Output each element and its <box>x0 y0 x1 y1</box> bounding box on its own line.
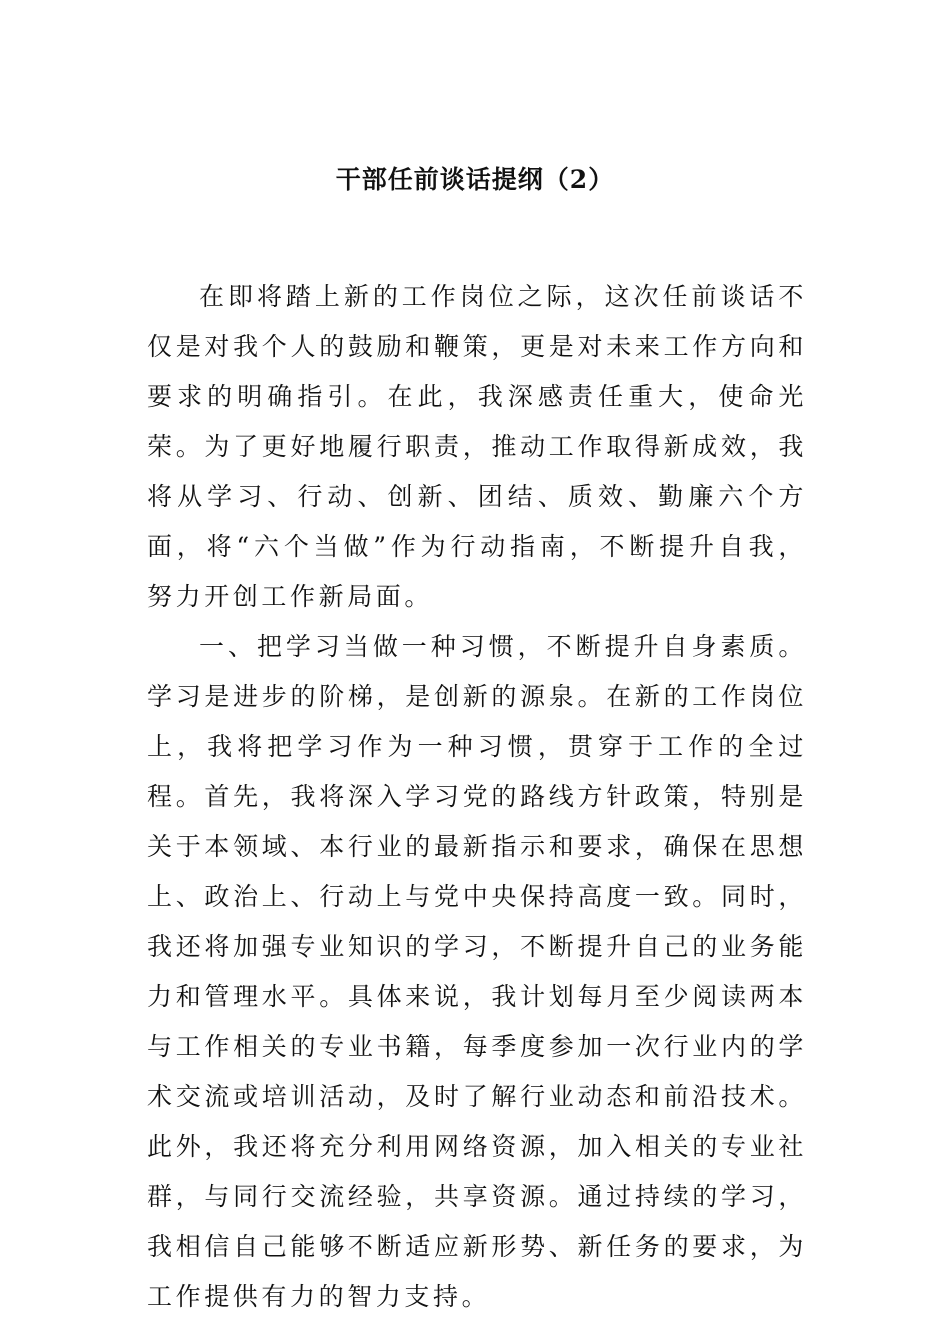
document-title: 干部任前谈话提纲（2） <box>335 165 615 194</box>
paragraph-section-1: 一、把学习当做一种习惯，不断提升自身素质。学习是进步的阶梯，是创新的源泉。在新的工作岗位上，我将把学习作为一种习惯，贯穿于工作的全过程。首先，我将深入学习党的路线方针政策，特别是关于本领域、本行业的最新指示和要求，确保在思想上、政治上、行动上与党中央保持高度一致。同时，我还将加强专业知识的学习，不断提升自己的业务能力和管理水平。具体来说，我计划每月至少阅读两本与工作相关的专业书籍，每季度参加一次行业内的学术交流或培训活动，及时了解行业动态和前沿技术。此外，我还将充分利用网络资源，加入相关的专业社群，与同行交流经验，共享资源。通过持续的学习，我相信自己能够不断适应新形势、新任务的要求，为工作提供有力的智力支持。 <box>147 632 807 1311</box>
document-body <box>147 272 807 1322</box>
paragraph-intro: 在即将踏上新的工作岗位之际，这次任前谈话不仅是对我个人的鼓励和鞭策，更是对未来工作方向和要求的明确指引。在此，我深感责任重大，使命光荣。为了更好地履行职责，推动工作取得新成效，我将从学习、行动、创新、团结、质效、勤廉六个方面，将“六个当做”作为行动指南，不断提升自我，努力开创工作新局面。 <box>147 282 807 611</box>
